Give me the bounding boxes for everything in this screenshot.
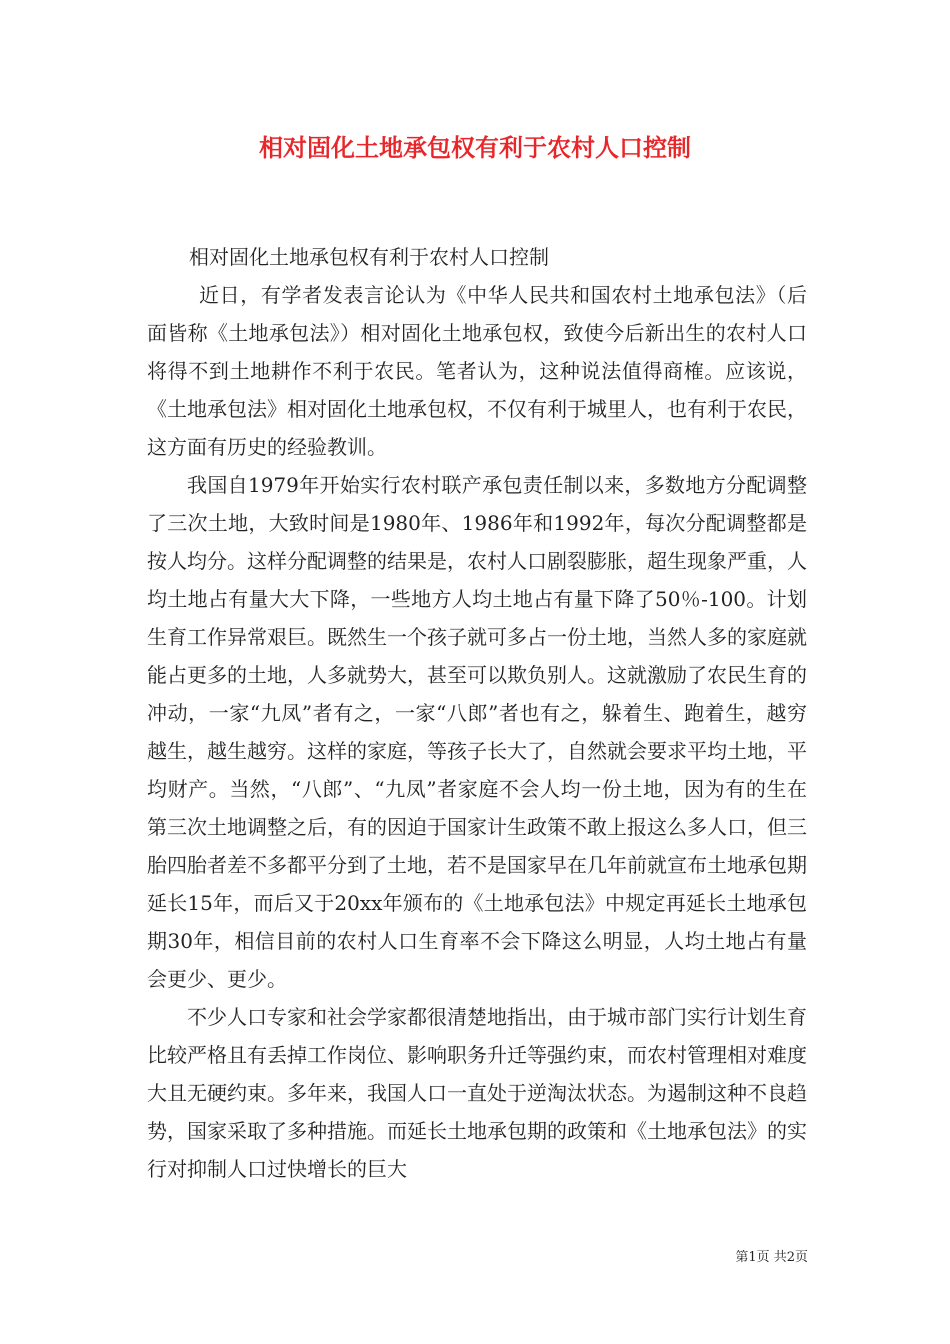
paragraph-3: 不少人口专家和社会学家都很清楚地指出，由于城市部门实行计划生育比较严格且有丢掉工作岗位、影响职务升迁等强约束，而农村管理相对难度大且无硬约束。多年来，我国人口一直处于逆淘汰状态。为遏制这种不良趋势，国家采取了多种措施。而延长土地承包期的政策和《土地承包法》的实行对抑制人口过快增长的巨大 [147, 1005, 807, 1181]
paragraph-2: 我国自1979年开始实行农村联产承包责任制以来，多数地方分配调整了三次土地，大致时间是1980年、1986年和1992年，每次分配调整都是按人均分。这样分配调整的结果是，农村人口剧裂膨胀，超生现象严重，人均土地占有量大大下降，一些地方人均土地占有量下降了50％-100。计划生育工作异常艰巨。既然生一个孩子就可多占一份土地，当然人多的家庭就能占更多的土地，人多就势大，甚至可以欺负别人。这就激励了农民生育的冲动，一家“九凤”者有之，一家“八郎”者也有之，躲着生、跑着生，越穷越生，越生越穷。这样的家庭，等孩子长大了，自然就会要求平均土地，平均财产。当然，“八郎”、“九凤”者家庭不会人均一份土地，因为有的生在第三次土地调整之后，有的因迫于国家计生政策不敢上报这么多人口，但三胎四胎者差不多都平分到了土地，若不是国家早在几年前就宣布土地承包期延长15年，而后又于20xx年颁布的《土地承包法》中规定再延长土地承包期30年，相信目前的农村人口生育率不会下降这么明显，人均土地占有量会更少、更少。 [147, 473, 807, 991]
paragraph-1: 近日，有学者发表言论认为《中华人民共和国农村土地承包法》（后面皆称《土地承包法》）相对固化土地承包权，致使今后新出生的农村人口将得不到土地耕作不利于农民。笔者认为，这种说法值得商榷。应该说，《土地承包法》相对固化土地承包权，不仅有利于城里人，也有利于农民，这方面有历史的经验教训。 [147, 283, 807, 459]
page-number-footer: 第1页 共2页 [735, 1250, 808, 1265]
document-subtitle: 相对固化土地承包权有利于农村人口控制 [189, 245, 549, 269]
document-body [147, 238, 807, 1188]
document-title: 相对固化土地承包权有利于农村人口控制 [259, 133, 691, 162]
